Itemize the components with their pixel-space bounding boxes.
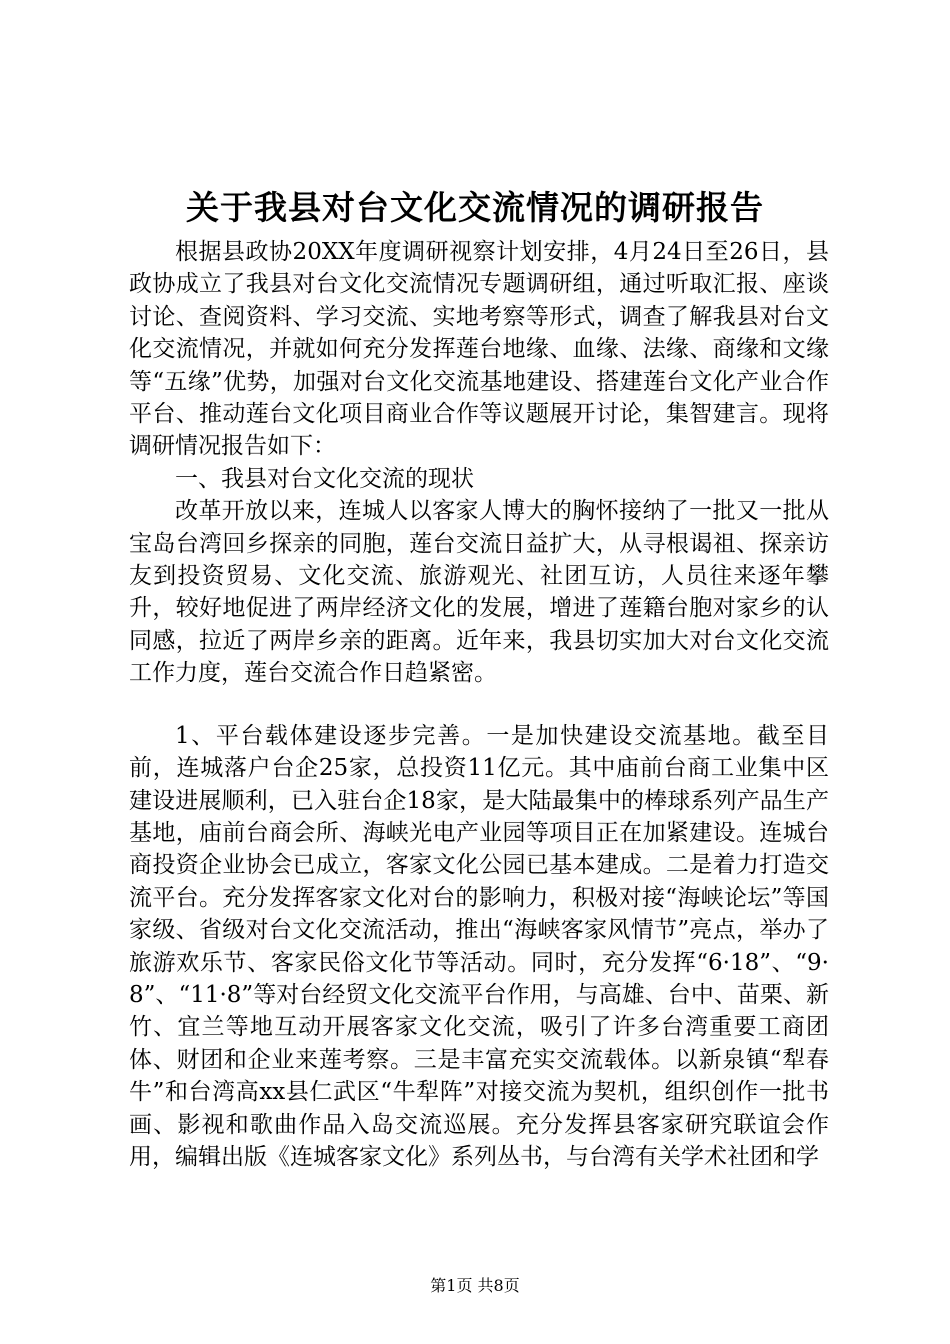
paragraph-status: 改革开放以来，连城人以客家人博大的胸怀接纳了一批又一批从宝岛台湾回乡探亲的同胞，莲台交流日益扩大，从寻根谒祖、探亲访友到投资贸易、文化交流、旅游观光、社团互访，人员往来逐年攀升，较好地促进了两岸经济文化的发展，增进了莲籍台胞对家乡的认同感，拉近了两岸乡亲的距离。近年来，我县切实加大对台文化交流工作力度，莲台交流合作日趋紧密。 — [129, 498, 829, 687]
paragraph-platform: 1、平台载体建设逐步完善。一是加快建设交流基地。截至目前，连城落户台企25家，总投资11亿元。其中庙前台商工业集中区建设进展顺利，已入驻台企18家，是大陆最集中的棒球系列产品生产基地，庙前台商会所、海峡光电产业园等项目正在加紧建设。连城台商投资企业协会已成立，客家文化公园已基本建成。二是着力打造交流平台。充分发挥客家文化对台的影响力，积极对接“海峡论坛”等国家级、省级对台文化交流活动，推出“海峡客家风情节”亮点，举办了旅游欢乐节、客家民俗文化节等活动。同时，充分发挥“6·18”、“9·8”、“11·8”等对台经贸文化交流平台作用，与高雄、台中、苗栗、新竹、宜兰等地互动开展客家文化交流，吸引了许多台湾重要工商团体、财团和企业来莲考察。三是丰富充实交流载体。以新泉镇“犁春牛”和台湾高xx县仁武区“牛犁阵”对接交流为契机，组织创作一批书画、影视和歌曲作品入岛交流巡展。充分发挥县客家研究联谊会作用，编辑出版《连城客家文化》系列丛书，与台湾有关学术社团和学 — [129, 722, 829, 1170]
section-heading: 一、我县对台文化交流的现状 — [175, 465, 474, 492]
document-body — [129, 236, 829, 1173]
paragraph-intro: 根据县政协20XX年度调研视察计划安排，4月24日至26日，县政协成立了我县对台文化交流情况专题调研组，通过听取汇报、座谈讨论、查阅资料、学习交流、实地考察等形式，调查了解我县对台文化交流情况，并就如何充分发挥莲台地缘、血缘、法缘、商缘和文缘等“五缘”优势，加强对台文化交流基地建设、搭建莲台文化产业合作平台、推动莲台文化项目商业合作等议题展开讨论，集智建言。现将调研情况报告如下： — [129, 239, 829, 460]
page-footer: 第1页 共8页 — [430, 1276, 520, 1295]
document-title: 关于我县对台文化交流情况的调研报告 — [186, 188, 764, 227]
